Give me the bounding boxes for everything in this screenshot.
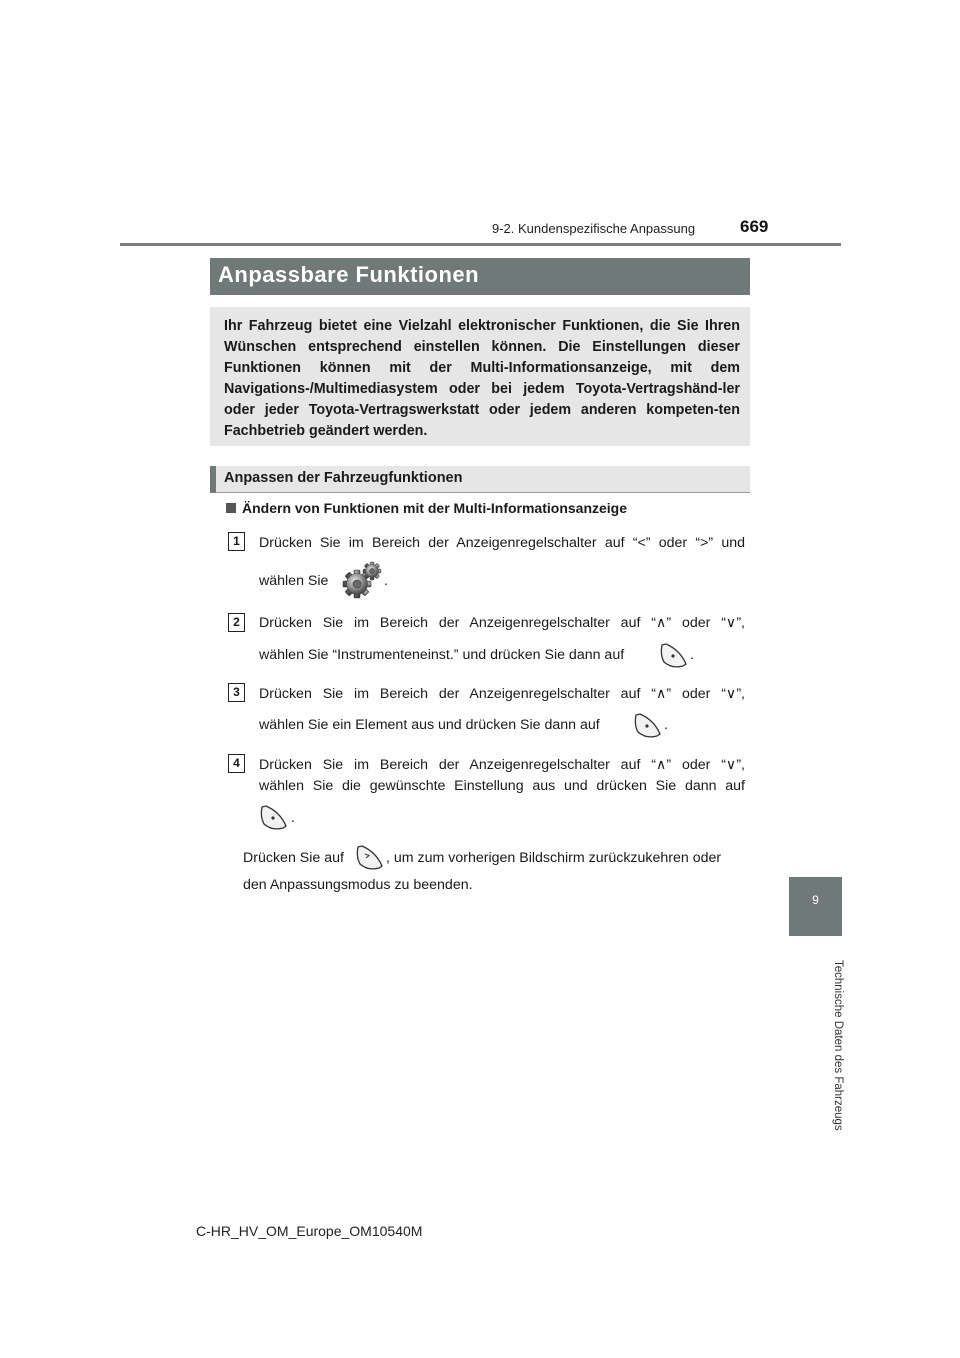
back-note-pre: Drücken Sie auf — [243, 850, 344, 866]
subsection-title: Anpassen der Fahrzeugfunktionen — [224, 470, 463, 486]
topic-heading — [226, 500, 627, 516]
enter-button-icon — [658, 640, 688, 670]
subsection-marker — [210, 466, 216, 493]
step-4-line-1: Drücken Sie im Bereich der Anzeigenregelschalter auf “∧” oder “∨”, — [259, 757, 745, 773]
gear-settings-icon — [341, 561, 383, 599]
intro-box — [210, 307, 750, 446]
enter-button-icon — [258, 802, 288, 832]
chapter-label: Technische Daten des Fahrzeugs — [832, 960, 844, 1131]
topic-text: Ändern von Funktionen mit der Multi-Informationsanzeige — [242, 500, 628, 516]
step-number-1: 1 — [228, 532, 245, 551]
page-number: 669 — [740, 217, 769, 236]
footer-document-code: C-HR_HV_OM_Europe_OM10540M — [196, 1223, 423, 1239]
step-3-line-2-post: . — [664, 717, 668, 733]
back-note-post: , um zum vorherigen Bildschirm zurückzukehren oder — [386, 850, 722, 866]
step-1-line-2-post: . — [384, 573, 388, 589]
enter-button-icon — [632, 710, 662, 740]
header-section: 9-2. Kundenspezifische Anpassung — [492, 221, 696, 236]
back-button-icon — [354, 842, 384, 872]
step-number-2: 2 — [228, 613, 245, 632]
step-2-line-2-pre: wählen Sie “Instrumenteneinst.” und drücken Sie dann auf — [259, 647, 625, 663]
square-bullet-icon — [226, 503, 236, 513]
step-4-line-3-post: . — [291, 810, 295, 826]
step-2-line-1: Drücken Sie im Bereich der Anzeigenregelschalter auf “∧” oder “∨”, — [259, 615, 745, 631]
step-4-line-2: wählen Sie die gewünschte Einstellung aus und drücken Sie dann auf — [259, 778, 745, 794]
step-number-4: 4 — [228, 754, 245, 773]
step-1-line-2-pre: wählen Sie — [259, 573, 329, 589]
back-note-line-2: den Anpassungsmodus zu beenden. — [243, 877, 473, 893]
header-rule — [120, 243, 841, 246]
step-3-line-2-pre: wählen Sie ein Element aus und drücken Sie dann auf — [259, 717, 600, 733]
chapter-number: 9 — [812, 893, 819, 907]
step-1-line-1: Drücken Sie im Bereich der Anzeigenregelschalter auf “<” oder “>” und — [259, 535, 745, 551]
page-title: Anpassbare Funktionen — [218, 262, 480, 287]
step-3-line-1: Drücken Sie im Bereich der Anzeigenregelschalter auf “∧” oder “∨”, — [259, 686, 745, 702]
step-2-line-2-post: . — [690, 647, 694, 663]
intro-text: Ihr Fahrzeug bietet eine Vielzahl elektronischer Funktionen, die Sie Ihren Wünschen entsprechend einstellen können. Die Einstellungen dieser Funktionen können mit der Multi-Informationsanzeige, mit dem Navigations-/Multimediasystem oder bei jedem Toyota-Vertragshänd-ler oder jeder Toyota-Vertragswerkstatt oder jedem anderen kompeten-ten Fachbetrieb geändert werden. — [224, 318, 740, 439]
step-number-3: 3 — [228, 683, 245, 702]
